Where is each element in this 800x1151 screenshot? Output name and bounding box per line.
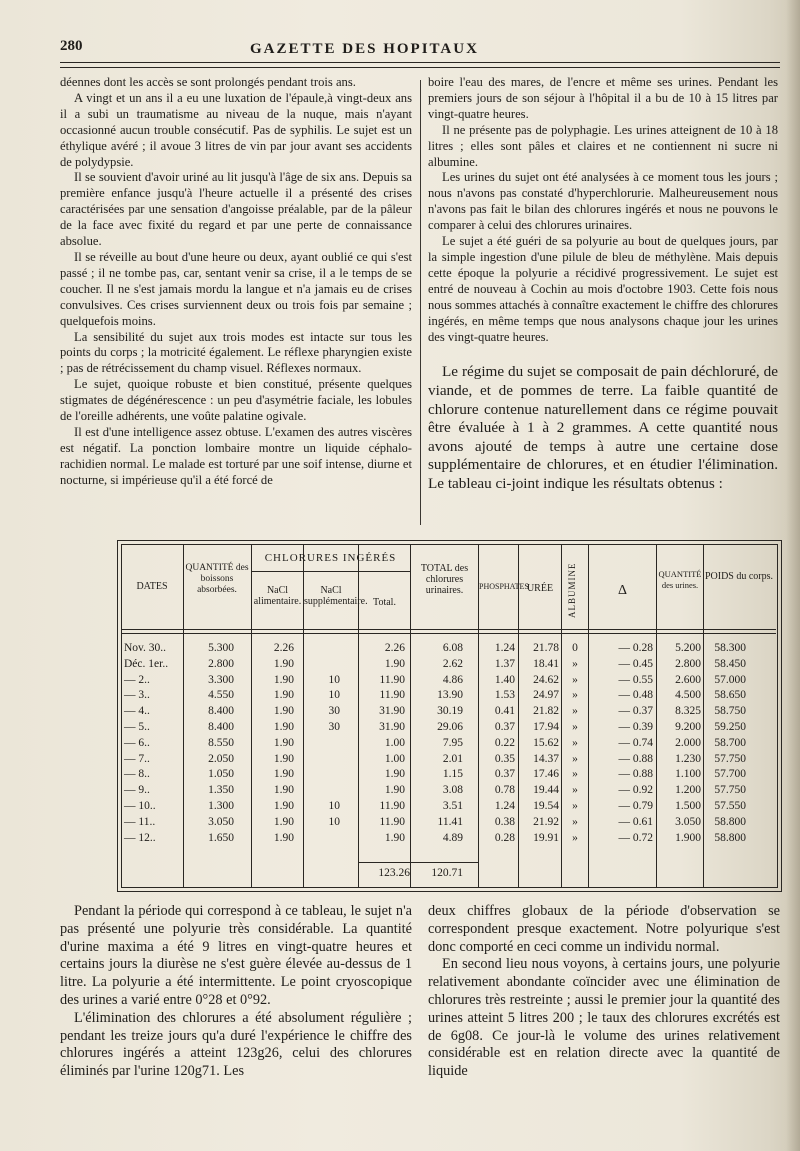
cell-urin: 4.89 bbox=[442, 831, 463, 844]
cell-uree: 21.92 bbox=[533, 815, 559, 828]
cell-delta: — 0.79 bbox=[618, 800, 653, 812]
cell-alb: » bbox=[572, 673, 578, 686]
cell-alim: 1.90 bbox=[273, 831, 294, 844]
cell-boissons: 2.800 bbox=[208, 657, 234, 670]
cell-alim: 1.90 bbox=[273, 705, 294, 718]
cell-date: — 8.. bbox=[124, 768, 150, 781]
cell-supp: 10 bbox=[328, 673, 340, 686]
cell-urin: 30.19 bbox=[437, 705, 463, 718]
paragraph: L'élimination des chlorures a été absolument régulière ; pendant les treize jours qu'a duré l'expérience le chiffre des chlorures ingérés a atteint 123g26, celui des chlorures éliminés par l'urine 120g71. Les bbox=[60, 1009, 412, 1080]
cell-total: 31.90 bbox=[379, 705, 405, 718]
cell-supp: 30 bbox=[328, 705, 340, 718]
cell-supp: 10 bbox=[328, 815, 340, 828]
cell-date: — 6.. bbox=[124, 736, 150, 749]
cell-total: 1.00 bbox=[384, 736, 405, 749]
cell-phos: 0.41 bbox=[494, 705, 515, 718]
cell-urin: 4.86 bbox=[442, 673, 463, 686]
cell-total: 1.00 bbox=[384, 752, 405, 765]
cell-urin: 7.95 bbox=[442, 736, 463, 749]
header-quantite-urines: QUANTITÉ des urines. bbox=[658, 569, 702, 590]
cell-delta: — 0.45 bbox=[618, 657, 653, 670]
cell-delta: — 0.92 bbox=[618, 784, 653, 797]
cell-poids: 58.800 bbox=[714, 815, 746, 828]
cell-urin: 2.01 bbox=[442, 752, 463, 765]
cell-phos: 0.38 bbox=[494, 815, 515, 828]
header-delta: Δ bbox=[617, 583, 627, 598]
left-column-top bbox=[60, 75, 412, 489]
cell-uree: 14.37 bbox=[533, 752, 559, 765]
cell-total: 31.90 bbox=[379, 721, 405, 733]
header-nacl-supplementaire: NaCl supplémentaire. bbox=[304, 585, 368, 607]
paragraph: Il se souvient d'avoir uriné au lit jusqu'à l'âge de six ans. Depuis sa première enfance jusqu'à l'heure actuelle il a présenté des crises caractérisées par une sensation d'angoisse préalable, par de la pâleur de la face avec fixité du regard et par une perte de connaissance absolue. bbox=[60, 170, 412, 249]
cell-poids: 58.750 bbox=[714, 705, 746, 718]
cell-boissons: 3.050 bbox=[208, 815, 234, 828]
cell-urin: 13.90 bbox=[437, 689, 463, 702]
cell-urines: 8.325 bbox=[675, 705, 701, 718]
header-poids: POIDS du corps. bbox=[704, 571, 774, 582]
column-divider bbox=[420, 80, 421, 525]
cell-date: — 12.. bbox=[124, 831, 156, 844]
cell-boissons: 4.550 bbox=[208, 689, 234, 702]
cell-date: — 11.. bbox=[124, 815, 156, 828]
cell-alim: 1.90 bbox=[273, 815, 294, 828]
paragraph: A vingt et un ans il a eu une luxation de l'épaule,à vingt-deux ans il a subi un traumatisme au niveau de la nuque, mais n'ayant occasionné aucun trouble consécutif. Pas de syphilis. Le sujet est un éthylique avéré ; il avoue 3 litres de vin par jour avant ses accidents de polydypsie. bbox=[60, 90, 412, 169]
cell-delta: — 0.28 bbox=[618, 642, 653, 654]
cell-uree: 17.46 bbox=[533, 768, 559, 781]
cell-alb: » bbox=[572, 784, 578, 797]
header-total-urinaires: TOTAL des chlorures urinaires. bbox=[420, 563, 469, 596]
cell-alim: 2.26 bbox=[273, 642, 294, 654]
cell-alim: 1.90 bbox=[273, 784, 294, 797]
cell-phos: 0.28 bbox=[494, 831, 515, 844]
cell-uree: 19.44 bbox=[533, 784, 559, 797]
cell-urin: 6.08 bbox=[442, 642, 463, 654]
journal-title: GAZETTE DES HOPITAUX bbox=[250, 41, 479, 57]
header-sub-line bbox=[251, 571, 410, 572]
header-total: Total. bbox=[373, 597, 396, 608]
page-number: 280 bbox=[60, 38, 83, 54]
total-urinaires: 120.71 bbox=[431, 867, 463, 879]
cell-alim: 1.90 bbox=[273, 752, 294, 765]
cell-boissons: 1.650 bbox=[208, 831, 234, 844]
cell-poids: 58.450 bbox=[714, 657, 746, 670]
cell-alim: 1.90 bbox=[273, 657, 294, 670]
paragraph: Il se réveille au bout d'une heure ou deux, ayant oublié ce qui s'est passé ; il ne tombe pas, car, sentant venir sa crise, il a le temps de se coucher. Il ne s'est jamais mordu la langue et n'a jamais eu de crises convulsives. Ces crises surviennent deux ou trois fois par semaine ; quelquefois moins. bbox=[60, 249, 412, 328]
cell-boissons: 3.300 bbox=[208, 673, 234, 686]
paragraph: deux chiffres globaux de la période d'observation se correspondent presque exactement. Notre polyurique s'est donc comporté en ceci comme un individu normal. bbox=[428, 903, 780, 955]
cell-boissons: 1.050 bbox=[208, 768, 234, 781]
cell-urines: 3.050 bbox=[675, 815, 701, 828]
cell-date: — 9.. bbox=[124, 784, 150, 797]
cell-phos: 1.24 bbox=[494, 800, 515, 812]
cell-boissons: 2.050 bbox=[208, 752, 234, 765]
cell-poids: 58.300 bbox=[714, 642, 746, 654]
cell-date: Déc. 1er.. bbox=[124, 657, 169, 670]
cell-date: — 10.. bbox=[124, 800, 156, 812]
cell-alim: 1.90 bbox=[273, 768, 294, 781]
cell-alb: » bbox=[572, 831, 578, 844]
cell-alb: » bbox=[572, 736, 578, 749]
cell-date: — 3.. bbox=[124, 689, 150, 702]
cell-phos: 1.40 bbox=[494, 673, 515, 686]
paragraph: Pendant la période qui correspond à ce tableau, le sujet n'a pas présenté une polyurie très considérable. La quantité d'urine maxima a été 9 litres en vingt-quatre heures et certains jours la diurèse ne s'est guère élevée au-dessus de 1 litre. La polyurie a été intermittente. Le point cryoscopique des urines a varié entre 0°28 et 0°92. bbox=[60, 903, 412, 1008]
cell-urines: 1.900 bbox=[675, 831, 701, 844]
cell-urin: 3.08 bbox=[442, 784, 463, 797]
cell-total: 11.90 bbox=[379, 800, 405, 812]
cell-supp: 30 bbox=[328, 721, 340, 733]
cell-poids: 57.000 bbox=[714, 673, 746, 686]
cell-date: Nov. 30.. bbox=[124, 642, 167, 654]
cell-delta: — 0.88 bbox=[618, 752, 653, 765]
paragraph: Le sujet a été guéri de sa polyurie au bout de quelques jours, par la simple ingestion d'une pilule de bleu de méthylène. Mais depuis cette époque la polyurie a récidivé progressivement. Le sujet est entré de nouveau à Cochin au mois d'octobre 1903. Cette fois nous nous sommes attachés à connaître exactement le chiffre des chlorures ingérés, en même temps que nous analysons chaque jour les urines des vingt-quatre heures. bbox=[428, 234, 778, 344]
cell-alim: 1.90 bbox=[273, 721, 294, 733]
page-edge-shadow bbox=[786, 0, 800, 1151]
cell-supp: 10 bbox=[328, 800, 340, 812]
cell-alim: 1.90 bbox=[273, 736, 294, 749]
cell-phos: 0.37 bbox=[494, 768, 515, 781]
header-uree: URÉE bbox=[526, 583, 554, 594]
cell-urines: 2.000 bbox=[675, 736, 701, 749]
header-dates: DATES bbox=[136, 581, 168, 592]
left-column-bottom bbox=[60, 903, 412, 1081]
cell-delta: — 0.55 bbox=[618, 673, 653, 686]
cell-date: — 2.. bbox=[124, 673, 150, 686]
cell-alb: » bbox=[572, 689, 578, 702]
chlorides-table bbox=[117, 540, 782, 892]
cell-urin: 1.15 bbox=[442, 768, 463, 781]
paragraph: En second lieu nous voyons, à certains jours, une polyurie relativement abondante coïncider avec une élimination de chlorures très restreinte ; aussi le premier jour la quantité des urines atteint 5 litres 200 ; le taux des chlorures excrétés est de 6g08. Ce jour-là le volume des urines relativement considérable est en relation directe avec la quantité de liquide bbox=[428, 956, 780, 1080]
total-ingeres: 123.26 bbox=[378, 867, 410, 879]
cell-alim: 1.90 bbox=[273, 673, 294, 686]
cell-uree: 21.82 bbox=[533, 705, 559, 718]
right-column-bottom bbox=[428, 903, 780, 1081]
cell-total: 1.90 bbox=[384, 784, 405, 797]
cell-phos: 0.78 bbox=[494, 784, 515, 797]
cell-urin: 3.51 bbox=[442, 800, 463, 812]
header-chlorures: CHLORURES INGÉRÉS bbox=[264, 552, 397, 564]
paragraph: déennes dont les accès se sont prolongés pendant trois ans. bbox=[60, 75, 356, 89]
cell-urines: 1.500 bbox=[675, 800, 701, 812]
cell-phos: 1.53 bbox=[494, 689, 515, 702]
cell-boissons: 8.550 bbox=[208, 736, 234, 749]
cell-total: 11.90 bbox=[379, 689, 405, 702]
header-bottom-line bbox=[121, 629, 776, 630]
cell-phos: 0.35 bbox=[494, 752, 515, 765]
regime-paragraph: Le régime du sujet se composait de pain déchloruré, de viande, et de pommes de terre. La faible quantité de chlorure contenue naturellement dans ce régime pouvait être évaluée à 1 à 2 grammes. A cette quantité nous avons ajouté de temps à autre une certaine dose supplémentaire de chlorures, et en étudier l'élimination. Le tableau ci-joint indique les résultats obtenus : bbox=[428, 363, 778, 492]
cell-uree: 24.97 bbox=[533, 689, 559, 702]
cell-delta: — 0.74 bbox=[618, 736, 653, 749]
paragraph: Il ne présente pas de polyphagie. Les urines atteignent de 10 à 18 litres ; elles sont pâles et claires et ne contiennent ni sucre ni albumine. bbox=[428, 122, 778, 169]
cell-total: 11.90 bbox=[379, 673, 405, 686]
cell-phos: 0.37 bbox=[494, 721, 515, 733]
cell-uree: 19.91 bbox=[533, 831, 559, 844]
paragraph: La sensibilité du sujet aux trois modes est intacte sur tous les points du corps ; la motricité également. Le réflexe pharyngien existe ; pas de rétrécissement du champ visuel. Réflexes normaux. bbox=[60, 329, 412, 376]
cell-alb: » bbox=[572, 721, 578, 733]
cell-urines: 5.200 bbox=[675, 642, 701, 654]
cell-alb: 0 bbox=[572, 642, 578, 654]
paragraph: Le sujet, quoique robuste et bien constitué, présente quelques stigmates de dégénérescence : un peu d'asymétrie faciale, les lobules de l'oreille adhérents, une voûte palatine ogivale. bbox=[60, 377, 412, 424]
cell-uree: 24.62 bbox=[533, 673, 559, 686]
cell-poids: 59.250 bbox=[714, 721, 746, 733]
cell-delta: — 0.39 bbox=[618, 721, 653, 733]
cell-uree: 15.62 bbox=[533, 736, 559, 749]
cell-phos: 1.24 bbox=[494, 642, 515, 654]
cell-alb: » bbox=[572, 752, 578, 765]
cell-delta: — 0.88 bbox=[618, 768, 653, 781]
cell-phos: 1.37 bbox=[494, 657, 515, 670]
header-bottom-line-2 bbox=[121, 633, 776, 634]
cell-urines: 9.200 bbox=[675, 721, 701, 733]
cell-total: 11.90 bbox=[379, 815, 405, 828]
cell-delta: — 0.72 bbox=[618, 831, 653, 844]
cell-total: 1.90 bbox=[384, 768, 405, 781]
cell-poids: 57.700 bbox=[714, 768, 746, 781]
header-phosphates: PHOSPHATES bbox=[479, 582, 529, 591]
header-albumine: ALBUMINE bbox=[567, 562, 577, 618]
cell-total: 1.90 bbox=[384, 831, 405, 844]
header-rule bbox=[60, 62, 780, 63]
cell-alb: » bbox=[572, 815, 578, 828]
cell-alim: 1.90 bbox=[273, 689, 294, 702]
cell-phos: 0.22 bbox=[494, 736, 515, 749]
cell-alim: 1.90 bbox=[273, 800, 294, 812]
header-nacl-alimentaire: NaCl alimentaire. bbox=[253, 585, 302, 607]
cell-urin: 2.62 bbox=[442, 657, 463, 670]
cell-urines: 2.800 bbox=[675, 657, 701, 670]
cell-alb: » bbox=[572, 800, 578, 812]
cell-alb: » bbox=[572, 768, 578, 781]
cell-alb: » bbox=[572, 657, 578, 670]
cell-poids: 58.700 bbox=[714, 736, 746, 749]
cell-delta: — 0.48 bbox=[618, 689, 653, 702]
cell-boissons: 8.400 bbox=[208, 721, 234, 733]
cell-boissons: 1.300 bbox=[208, 800, 234, 812]
cell-delta: — 0.37 bbox=[618, 705, 653, 718]
cell-uree: 18.41 bbox=[533, 657, 559, 670]
cell-urin: 11.41 bbox=[437, 815, 463, 828]
cell-uree: 17.94 bbox=[533, 721, 559, 733]
cell-urines: 4.500 bbox=[675, 689, 701, 702]
paragraph: Il est d'une intelligence assez obtuse. L'examen des autres viscères est négatif. La ponction lombaire montre un liquide céphalo-rachidien normal. Le malade est torturé par une soif intense, diurne et nocturne, si impérieuse qu'il a été forcé de bbox=[60, 424, 412, 487]
cell-total: 1.90 bbox=[384, 657, 405, 670]
cell-uree: 21.78 bbox=[533, 642, 559, 654]
cell-poids: 58.800 bbox=[714, 831, 746, 844]
right-column-top bbox=[428, 75, 778, 494]
cell-poids: 57.550 bbox=[714, 800, 746, 812]
cell-urines: 1.230 bbox=[675, 752, 701, 765]
totals-line bbox=[358, 862, 478, 863]
cell-poids: 58.650 bbox=[714, 689, 746, 702]
cell-delta: — 0.61 bbox=[618, 815, 653, 828]
cell-poids: 57.750 bbox=[714, 784, 746, 797]
cell-date: — 7.. bbox=[124, 752, 150, 765]
cell-boissons: 1.350 bbox=[208, 784, 234, 797]
paragraph: Les urines du sujet ont été analysées à ce moment tous les jours ; nous n'avons pas constaté d'hyperchlorurie. Malheureusement nous n'avons pas fait le bilan des chlorures ingérés et nous ne pouvons le comparer à celui des chlorures urinaires. bbox=[428, 170, 778, 233]
cell-urines: 1.100 bbox=[675, 768, 701, 781]
cell-boissons: 8.400 bbox=[208, 705, 234, 718]
cell-urines: 1.200 bbox=[675, 784, 701, 797]
cell-date: — 4.. bbox=[124, 705, 150, 718]
cell-supp: 10 bbox=[328, 689, 340, 702]
cell-boissons: 5.300 bbox=[208, 642, 234, 654]
cell-urines: 2.600 bbox=[675, 673, 701, 686]
cell-poids: 57.750 bbox=[714, 752, 746, 765]
cell-total: 2.26 bbox=[384, 642, 405, 654]
cell-date: — 5.. bbox=[124, 721, 150, 733]
header-rule-thin bbox=[60, 67, 780, 68]
header-quantite: QUANTITÉ des boissons absorbées. bbox=[185, 563, 249, 595]
cell-urin: 29.06 bbox=[437, 721, 463, 733]
cell-alb: » bbox=[572, 705, 578, 718]
cell-uree: 19.54 bbox=[533, 800, 559, 812]
paragraph: boire l'eau des mares, de l'encre et même ses urines. Pendant les premiers jours de son séjour à l'hôpital il a bu de 10 à 15 litres par vingt-quatre heures. bbox=[428, 75, 778, 121]
